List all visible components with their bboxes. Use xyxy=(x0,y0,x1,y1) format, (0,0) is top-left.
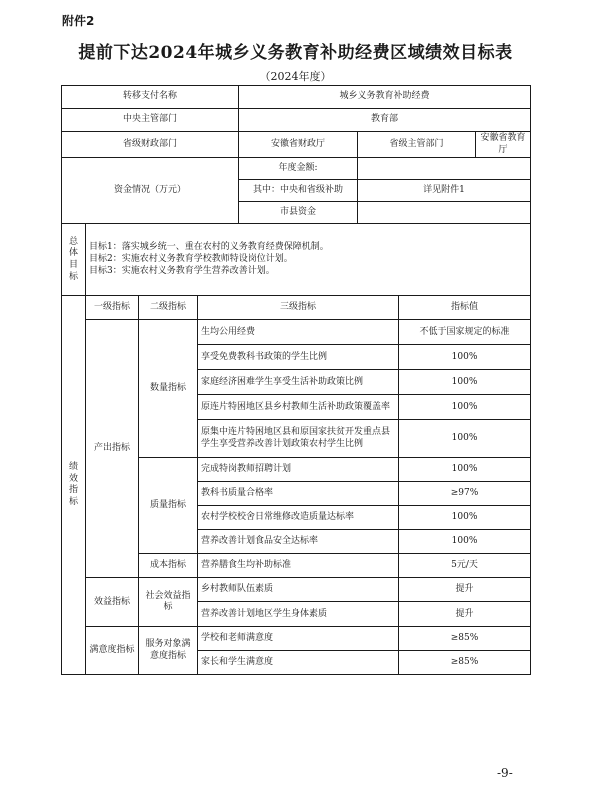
annual-amount-value xyxy=(358,158,531,180)
cost-indicator-label: 成本指标 xyxy=(139,554,198,578)
indicator-name: 乡村教师队伍素质 xyxy=(198,578,399,602)
indicator-name: 教科书质量合格率 xyxy=(198,482,399,506)
indicator-value: 100% xyxy=(399,395,531,420)
goal-2: 目标2：实施农村义务教育学校教师特设岗位计划。 xyxy=(89,254,293,265)
subsidy-value: 详见附件1 xyxy=(358,180,531,202)
indicator-name: 家庭经济困难学生享受生活补助政策比例 xyxy=(198,370,399,395)
funds-label: 资金情况（万元） xyxy=(62,158,239,224)
central-dept-value: 教育部 xyxy=(239,109,531,132)
goal-1: 目标1：落实城乡统一、重在农村的义务教育经费保障机制。 xyxy=(89,242,329,253)
county-funds-label: 市县资金 xyxy=(239,202,358,224)
indicator-value: 100% xyxy=(399,420,531,458)
overall-goal-label: 总体目标 xyxy=(62,224,86,296)
quantity-indicator-label: 数量指标 xyxy=(139,320,198,458)
output-indicator-label: 产出指标 xyxy=(86,320,139,578)
indicator-value: ≥85% xyxy=(399,627,531,651)
prov-dept-value: 安徽省教育厅 xyxy=(476,132,531,158)
indicator-name: 营养改善计划地区学生身体素质 xyxy=(198,602,399,627)
benefit-indicator-label: 效益指标 xyxy=(86,578,139,627)
indicator-value: 提升 xyxy=(399,578,531,602)
indicator-name: 原集中连片特困地区县和原国家扶贫开发重点县学生享受营养改善计划政策农村学生比例 xyxy=(198,420,399,458)
social-benefit-indicator-label: 社会效益指标 xyxy=(139,578,198,627)
indicator-name: 家长和学生满意度 xyxy=(198,651,399,675)
service-satisfaction-indicator-label: 服务对象满意度指标 xyxy=(139,627,198,675)
table-row xyxy=(62,627,531,651)
quality-indicator-label: 质量指标 xyxy=(139,458,198,554)
header-level2: 二级指标 xyxy=(139,296,198,320)
county-funds-value xyxy=(358,202,531,224)
header-level3: 三级指标 xyxy=(198,296,399,320)
indicator-value: 100% xyxy=(399,345,531,370)
indicator-name: 享受免费教科书政策的学生比例 xyxy=(198,345,399,370)
subsidy-label: 其中：中央和省级补助 xyxy=(239,180,358,202)
satisfaction-indicator-label: 满意度指标 xyxy=(86,627,139,675)
table-row xyxy=(62,578,531,602)
prov-finance-value: 安徽省财政厅 xyxy=(239,132,358,158)
page-number: -9- xyxy=(497,766,513,780)
prov-dept-label: 省级主管部门 xyxy=(358,132,476,158)
indicator-name: 完成特岗教师招聘计划 xyxy=(198,458,399,482)
row-provincial-depts xyxy=(62,132,531,158)
row-annual-amount xyxy=(62,158,531,180)
row-overall-goals xyxy=(62,224,531,296)
indicator-name: 营养改善计划食品安全达标率 xyxy=(198,530,399,554)
row-central-dept xyxy=(62,109,531,132)
transfer-name-label: 转移支付名称 xyxy=(62,86,239,109)
indicator-value: 不低于国家规定的标准 xyxy=(399,320,531,345)
document-year: （2024年度） xyxy=(259,70,332,83)
indicator-name: 原连片特困地区县乡村教师生活补助政策覆盖率 xyxy=(198,395,399,420)
indicator-name: 生均公用经费 xyxy=(198,320,399,345)
goal-3: 目标3：实施农村义务教育学生营养改善计划。 xyxy=(89,265,275,276)
central-dept-label: 中央主管部门 xyxy=(62,109,239,132)
indicators-label: 绩效指标 xyxy=(62,296,86,675)
header-level1: 一级指标 xyxy=(86,296,139,320)
indicator-value: 100% xyxy=(399,506,531,530)
indicator-name: 学校和老师满意度 xyxy=(198,627,399,651)
document-title: 提前下达2024年城乡义务教育补助经费区域绩效目标表 xyxy=(78,43,513,63)
header-value: 指标值 xyxy=(399,296,531,320)
row-indicator-headers xyxy=(62,296,531,320)
overall-goals xyxy=(86,224,531,296)
table-row xyxy=(62,320,531,345)
indicator-name: 农村学校校舍日常维修改造质量达标率 xyxy=(198,506,399,530)
indicator-value: 100% xyxy=(399,370,531,395)
indicator-value: ≥97% xyxy=(399,482,531,506)
indicator-name: 营养膳食生均补助标准 xyxy=(198,554,399,578)
indicator-value: 5元/天 xyxy=(399,554,531,578)
row-transfer-name xyxy=(62,86,531,109)
indicator-value: 提升 xyxy=(399,602,531,627)
indicator-value: 100% xyxy=(399,458,531,482)
indicator-value: 100% xyxy=(399,530,531,554)
prov-finance-label: 省级财政部门 xyxy=(62,132,239,158)
transfer-name-value: 城乡义务教育补助经费 xyxy=(239,86,531,109)
performance-target-table xyxy=(61,85,531,675)
annual-amount-label: 年度金额: xyxy=(239,158,358,180)
attachment-label: 附件2 xyxy=(62,14,95,28)
indicator-value: ≥85% xyxy=(399,651,531,675)
